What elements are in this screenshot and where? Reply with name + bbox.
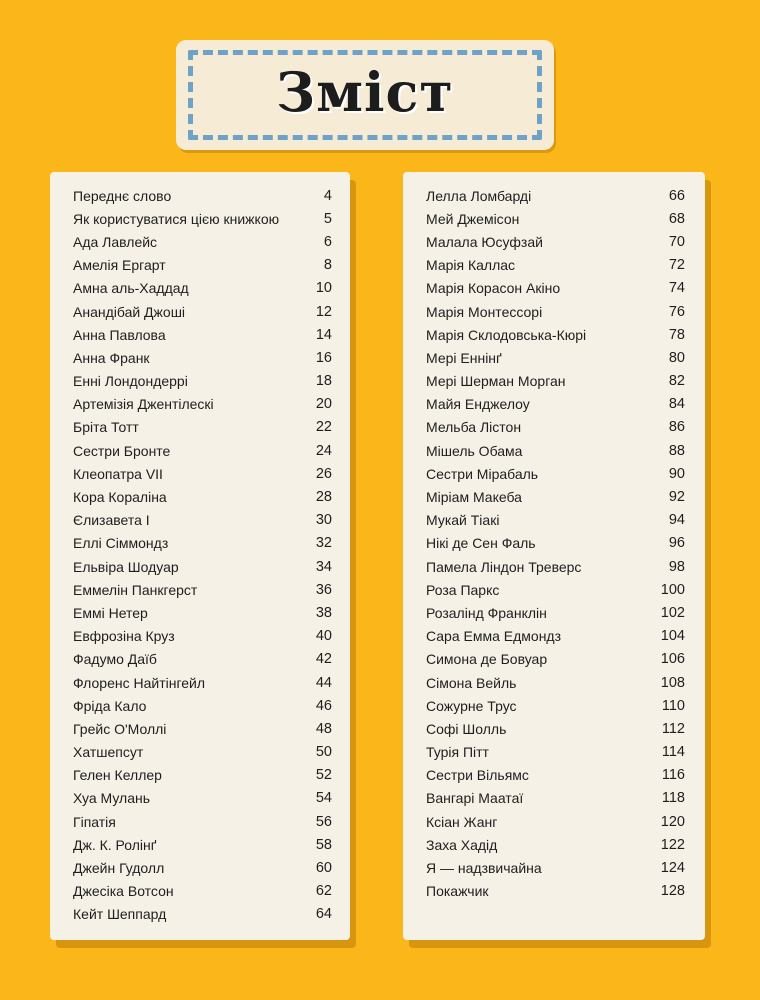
toc-entry[interactable] — [50, 601, 350, 624]
toc-entry-title: Мей Джемісон — [426, 210, 520, 227]
toc-entry[interactable] — [50, 230, 350, 253]
toc-entry-title: Майя Енджелоу — [426, 396, 530, 413]
toc-entry[interactable] — [403, 787, 705, 810]
toc-entry[interactable] — [50, 833, 350, 856]
toc-entry-title: Кейт Шеппард — [73, 906, 167, 923]
toc-entry-title: Кора Кораліна — [73, 489, 167, 506]
toc-entry-page: 46 — [315, 697, 332, 714]
toc-entry-title: Сімона Вейль — [426, 674, 517, 691]
toc-entry-page: 62 — [315, 883, 332, 900]
toc-entry[interactable] — [50, 717, 350, 740]
toc-entry-page: 92 — [668, 489, 685, 506]
toc-entry-title: Сестри Бронте — [73, 442, 171, 459]
toc-entry[interactable] — [403, 184, 705, 207]
toc-list-left — [50, 172, 350, 926]
toc-panel-left — [50, 172, 350, 940]
toc-entry[interactable] — [403, 578, 705, 601]
toc-entry-title: Мішель Обама — [426, 442, 523, 459]
toc-entry-title: Амелія Ергарт — [73, 257, 166, 274]
toc-entry-title: Хуа Мулань — [73, 790, 151, 807]
toc-entry-title: Нікі де Сен Фаль — [426, 535, 536, 552]
toc-entry-title: Евфрозіна Круз — [73, 628, 175, 645]
toc-entry[interactable] — [403, 717, 705, 740]
toc-entry[interactable] — [403, 741, 705, 764]
toc-entry-page: 72 — [668, 257, 685, 274]
toc-entry-page: 82 — [668, 373, 685, 390]
toc-entry-page: 90 — [668, 465, 685, 482]
toc-entry-page: 42 — [315, 651, 332, 668]
toc-entry-title: Софі Шолль — [426, 720, 507, 737]
toc-entry[interactable] — [50, 578, 350, 601]
toc-entry-page: 84 — [668, 396, 685, 413]
toc-entry[interactable] — [50, 254, 350, 277]
toc-entry-title: Турія Пітт — [426, 744, 489, 761]
toc-entry[interactable] — [50, 810, 350, 833]
toc-entry-page: 36 — [315, 581, 332, 598]
toc-entry-title: Марія Корасон Акіно — [426, 280, 561, 297]
toc-entry-title: Еммі Нетер — [73, 604, 148, 621]
toc-entry-page: 86 — [668, 419, 685, 436]
toc-entry[interactable] — [50, 856, 350, 879]
toc-entry-page: 94 — [668, 512, 685, 529]
toc-entry[interactable] — [403, 300, 705, 323]
title-card — [176, 40, 554, 150]
toc-entry[interactable] — [50, 207, 350, 230]
toc-entry-title: Ксіан Жанг — [426, 813, 498, 830]
toc-entry-page: 30 — [315, 512, 332, 529]
toc-entry-title: Заха Хадід — [426, 836, 498, 853]
toc-entry-title: Вангарі Маатаї — [426, 790, 524, 807]
toc-entry[interactable] — [50, 323, 350, 346]
toc-entry-title: Мері Шерман Морган — [426, 373, 566, 390]
toc-entry-title: Єлизавета I — [73, 512, 150, 529]
toc-entry[interactable] — [50, 277, 350, 300]
toc-entry[interactable] — [403, 254, 705, 277]
toc-entry[interactable] — [403, 833, 705, 856]
toc-entry-title: Джесіка Вотсон — [73, 883, 174, 900]
toc-entry-page: 56 — [315, 813, 332, 830]
toc-entry-title: Сестри Мірабаль — [426, 465, 539, 482]
toc-entry-title: Мері Еннінґ — [426, 349, 502, 366]
toc-entry[interactable] — [50, 485, 350, 508]
toc-entry-title: Марія Монтессорі — [426, 303, 543, 320]
toc-entry[interactable] — [403, 393, 705, 416]
toc-entry-page: 44 — [315, 674, 332, 691]
toc-entry[interactable] — [50, 462, 350, 485]
toc-entry-title: Ельвіра Шодуар — [73, 558, 179, 575]
toc-entry-page: 88 — [668, 442, 685, 459]
toc-entry[interactable] — [50, 694, 350, 717]
toc-entry-page: 112 — [661, 720, 685, 737]
toc-entry-title: Марія Склодовська-Кюрі — [426, 326, 587, 343]
toc-entry-title: Мукай Тіакі — [426, 512, 500, 529]
toc-entry[interactable] — [403, 856, 705, 879]
toc-entry-page: 32 — [315, 535, 332, 552]
toc-entry-page: 54 — [315, 790, 332, 807]
toc-entry[interactable] — [403, 555, 705, 578]
toc-entry-title: Флоренс Найтінгейл — [73, 674, 206, 691]
toc-entry[interactable] — [403, 277, 705, 300]
toc-entry[interactable] — [403, 230, 705, 253]
toc-entry-title: Лелла Ломбарді — [426, 187, 532, 204]
toc-entry-title: Міріам Макеба — [426, 489, 522, 506]
toc-entry-page: 14 — [315, 326, 332, 343]
toc-entry-page: 76 — [668, 303, 685, 320]
toc-entry-page: 128 — [660, 883, 685, 900]
toc-entry-title: Клеопатра VII — [73, 465, 163, 482]
toc-entry[interactable] — [50, 416, 350, 439]
toc-list-right — [403, 172, 705, 903]
toc-entry-page: 78 — [668, 326, 685, 343]
toc-entry-page: 104 — [660, 628, 685, 645]
toc-entry[interactable] — [403, 601, 705, 624]
toc-entry-page: 50 — [315, 744, 332, 761]
toc-entry[interactable] — [403, 764, 705, 787]
toc-entry[interactable] — [50, 509, 350, 532]
toc-entry-title: Гелен Келлер — [73, 767, 162, 784]
toc-entry[interactable] — [403, 370, 705, 393]
toc-entry[interactable] — [403, 671, 705, 694]
toc-entry-page: 28 — [315, 489, 332, 506]
toc-entry-title: Анандібай Джоші — [73, 303, 186, 320]
toc-entry-page: 48 — [315, 720, 332, 737]
toc-entry[interactable] — [403, 346, 705, 369]
toc-entry[interactable] — [50, 532, 350, 555]
toc-entry[interactable] — [50, 555, 350, 578]
toc-entry-page: 98 — [668, 558, 685, 575]
toc-entry-page: 18 — [315, 373, 332, 390]
toc-entry[interactable] — [403, 648, 705, 671]
toc-entry-page: 64 — [315, 906, 332, 923]
toc-entry[interactable] — [50, 880, 350, 903]
toc-entry[interactable] — [50, 346, 350, 369]
toc-entry-page: 124 — [660, 860, 685, 877]
toc-entry-title: Ада Лавлейс — [73, 233, 158, 250]
toc-entry[interactable] — [50, 439, 350, 462]
toc-entry-page: 100 — [660, 581, 685, 598]
toc-entry-title: Амна аль-Хаддад — [73, 280, 189, 297]
toc-entry[interactable] — [403, 625, 705, 648]
toc-entry[interactable] — [403, 462, 705, 485]
toc-entry-page: 22 — [315, 419, 332, 436]
toc-entry[interactable] — [50, 393, 350, 416]
toc-entry-title: Я — надзвичайна — [426, 860, 542, 877]
toc-entry-page: 120 — [660, 813, 685, 830]
toc-entry-title: Марія Каллас — [426, 257, 516, 274]
toc-entry[interactable] — [403, 509, 705, 532]
toc-entry-page: 110 — [661, 697, 685, 714]
toc-entry-page: 66 — [668, 187, 685, 204]
toc-entry-page: 116 — [661, 767, 685, 784]
toc-panel-right — [403, 172, 705, 940]
toc-entry-title: Малала Юсуфзай — [426, 233, 543, 250]
toc-entry-page: 58 — [315, 836, 332, 853]
toc-entry-title: Грейс О'Моллі — [73, 720, 167, 737]
toc-entry-title: Мельба Лістон — [426, 419, 522, 436]
toc-entry-page: 52 — [315, 767, 332, 784]
toc-entry-title: Симона де Бовуар — [426, 651, 548, 668]
toc-entry-page: 16 — [315, 349, 332, 366]
toc-entry-title: Як користуватися цією книжкою — [73, 210, 280, 227]
toc-entry[interactable] — [50, 903, 350, 926]
toc-entry-page: 34 — [315, 558, 332, 575]
toc-entry-page: 8 — [323, 257, 332, 274]
toc-entry-title: Сара Емма Едмондз — [426, 628, 562, 645]
toc-entry-page: 12 — [315, 303, 332, 320]
toc-entry-page: 10 — [315, 280, 332, 297]
toc-entry-title: Памела Ліндон Треверс — [426, 558, 582, 575]
toc-entry[interactable] — [50, 300, 350, 323]
toc-entry[interactable] — [403, 485, 705, 508]
toc-entry-title: Фріда Кало — [73, 697, 147, 714]
toc-entry-page: 114 — [661, 744, 685, 761]
toc-entry-title: Анна Павлова — [73, 326, 166, 343]
toc-entry[interactable] — [403, 207, 705, 230]
toc-entry-page: 80 — [668, 349, 685, 366]
toc-entry[interactable] — [403, 323, 705, 346]
toc-entry[interactable] — [50, 184, 350, 207]
toc-entry-page: 108 — [660, 674, 685, 691]
toc-entry-page: 74 — [668, 280, 685, 297]
toc-entry-title: Еммелін Панкгерст — [73, 581, 198, 598]
toc-entry-title: Джейн Гудолл — [73, 860, 165, 877]
toc-entry[interactable] — [403, 439, 705, 462]
toc-entry[interactable] — [50, 671, 350, 694]
toc-entry-page: 40 — [315, 628, 332, 645]
page-title: Зміст — [276, 60, 454, 124]
toc-entry-title: Дж. К. Ролінґ — [73, 836, 157, 853]
toc-entry-page: 70 — [668, 233, 685, 250]
toc-entry-title: Роза Паркс — [426, 581, 500, 598]
toc-entry-title: Сестри Вільямс — [426, 767, 529, 784]
toc-entry-title: Бріта Тотт — [73, 419, 139, 436]
toc-entry-title: Енні Лондондеррі — [73, 373, 188, 390]
toc-entry-page: 106 — [660, 651, 685, 668]
toc-entry[interactable] — [403, 532, 705, 555]
toc-entry-title: Розалінд Франклін — [426, 604, 547, 621]
toc-entry[interactable] — [50, 648, 350, 671]
toc-entry-title: Переднє слово — [73, 187, 172, 204]
toc-entry[interactable] — [403, 880, 705, 903]
toc-entry-page: 6 — [323, 233, 332, 250]
toc-entry[interactable] — [50, 370, 350, 393]
toc-entry-title: Фадумо Даїб — [73, 651, 157, 668]
toc-entry-page: 4 — [323, 187, 332, 204]
toc-entry-page: 5 — [323, 210, 332, 227]
toc-entry[interactable] — [50, 764, 350, 787]
toc-entry[interactable] — [403, 416, 705, 439]
toc-entry-page: 26 — [315, 465, 332, 482]
toc-entry[interactable] — [50, 741, 350, 764]
toc-entry-page: 38 — [315, 604, 332, 621]
toc-entry[interactable] — [50, 787, 350, 810]
toc-entry[interactable] — [50, 625, 350, 648]
toc-entry-title: Анна Франк — [73, 349, 150, 366]
toc-entry-page: 60 — [315, 860, 332, 877]
toc-entry-page: 20 — [315, 396, 332, 413]
toc-entry-page: 96 — [668, 535, 685, 552]
toc-entry-page: 122 — [660, 836, 685, 853]
toc-entry[interactable] — [403, 810, 705, 833]
toc-entry-title: Хатшепсут — [73, 744, 144, 761]
toc-entry[interactable] — [403, 694, 705, 717]
toc-entry-title: Артемізія Джентілескі — [73, 396, 214, 413]
toc-entry-page: 118 — [661, 790, 685, 807]
toc-entry-title: Покажчик — [426, 883, 489, 900]
toc-entry-title: Гіпатія — [73, 813, 116, 830]
toc-entry-page: 68 — [668, 210, 685, 227]
toc-entry-title: Еллі Сіммондз — [73, 535, 169, 552]
toc-entry-title: Сожурне Трус — [426, 697, 517, 714]
toc-entry-page: 102 — [660, 604, 685, 621]
toc-entry-page: 24 — [315, 442, 332, 459]
